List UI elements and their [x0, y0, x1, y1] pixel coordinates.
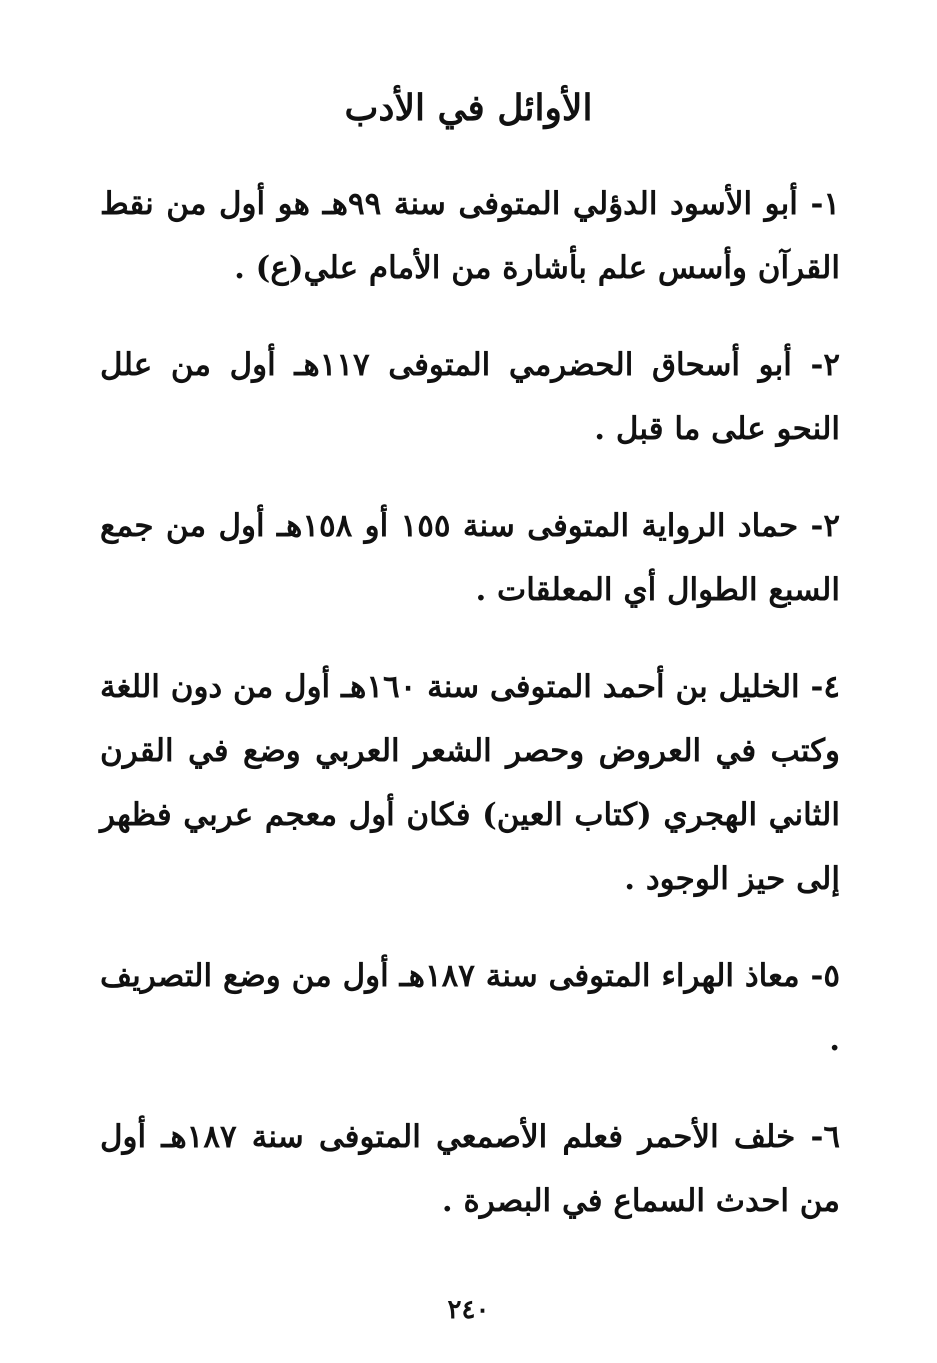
list-item-5: ٥- معاذ الهراء المتوفى سنة ١٨٧هـ أول من وضع التصريف . [100, 958, 840, 1058]
list-item-6: ٦- خلف الأحمر فعلم الأصمعي المتوفى سنة ١٨٧هـ أول من احدث السماع في البصرة . [100, 1119, 840, 1219]
list-item-2: ٢- أبو أسحاق الحضرمي المتوفى ١١٧هـ أول من علل النحو على ما قبل . [100, 347, 840, 447]
list-item-4: ٤- الخليل بن أحمد المتوفى سنة ١٦٠هـ أول من دون اللغة وكتب في العروض وحصر الشعر العربي وضع في القرن الثاني الهجري (كتاب العين) فكان أول معجم عربي فظهر إلى حيز الوجود . [100, 669, 840, 897]
list-item-1: ١- أبو الأسود الدؤلي المتوفى سنة ٩٩هـ هو أول من نقط القرآن وأسس علم بأشارة من الأمام علي(ع) . [100, 186, 840, 286]
page-number: ٢٤٠ [447, 1295, 490, 1325]
items-list [100, 172, 840, 1266]
page-title: الأوائل في الأدب [344, 87, 593, 129]
list-item-3: ٢- حماد الرواية المتوفى سنة ١٥٥ أو ١٥٨هـ أول من جمع السبع الطوال أي المعلقات . [100, 508, 841, 608]
